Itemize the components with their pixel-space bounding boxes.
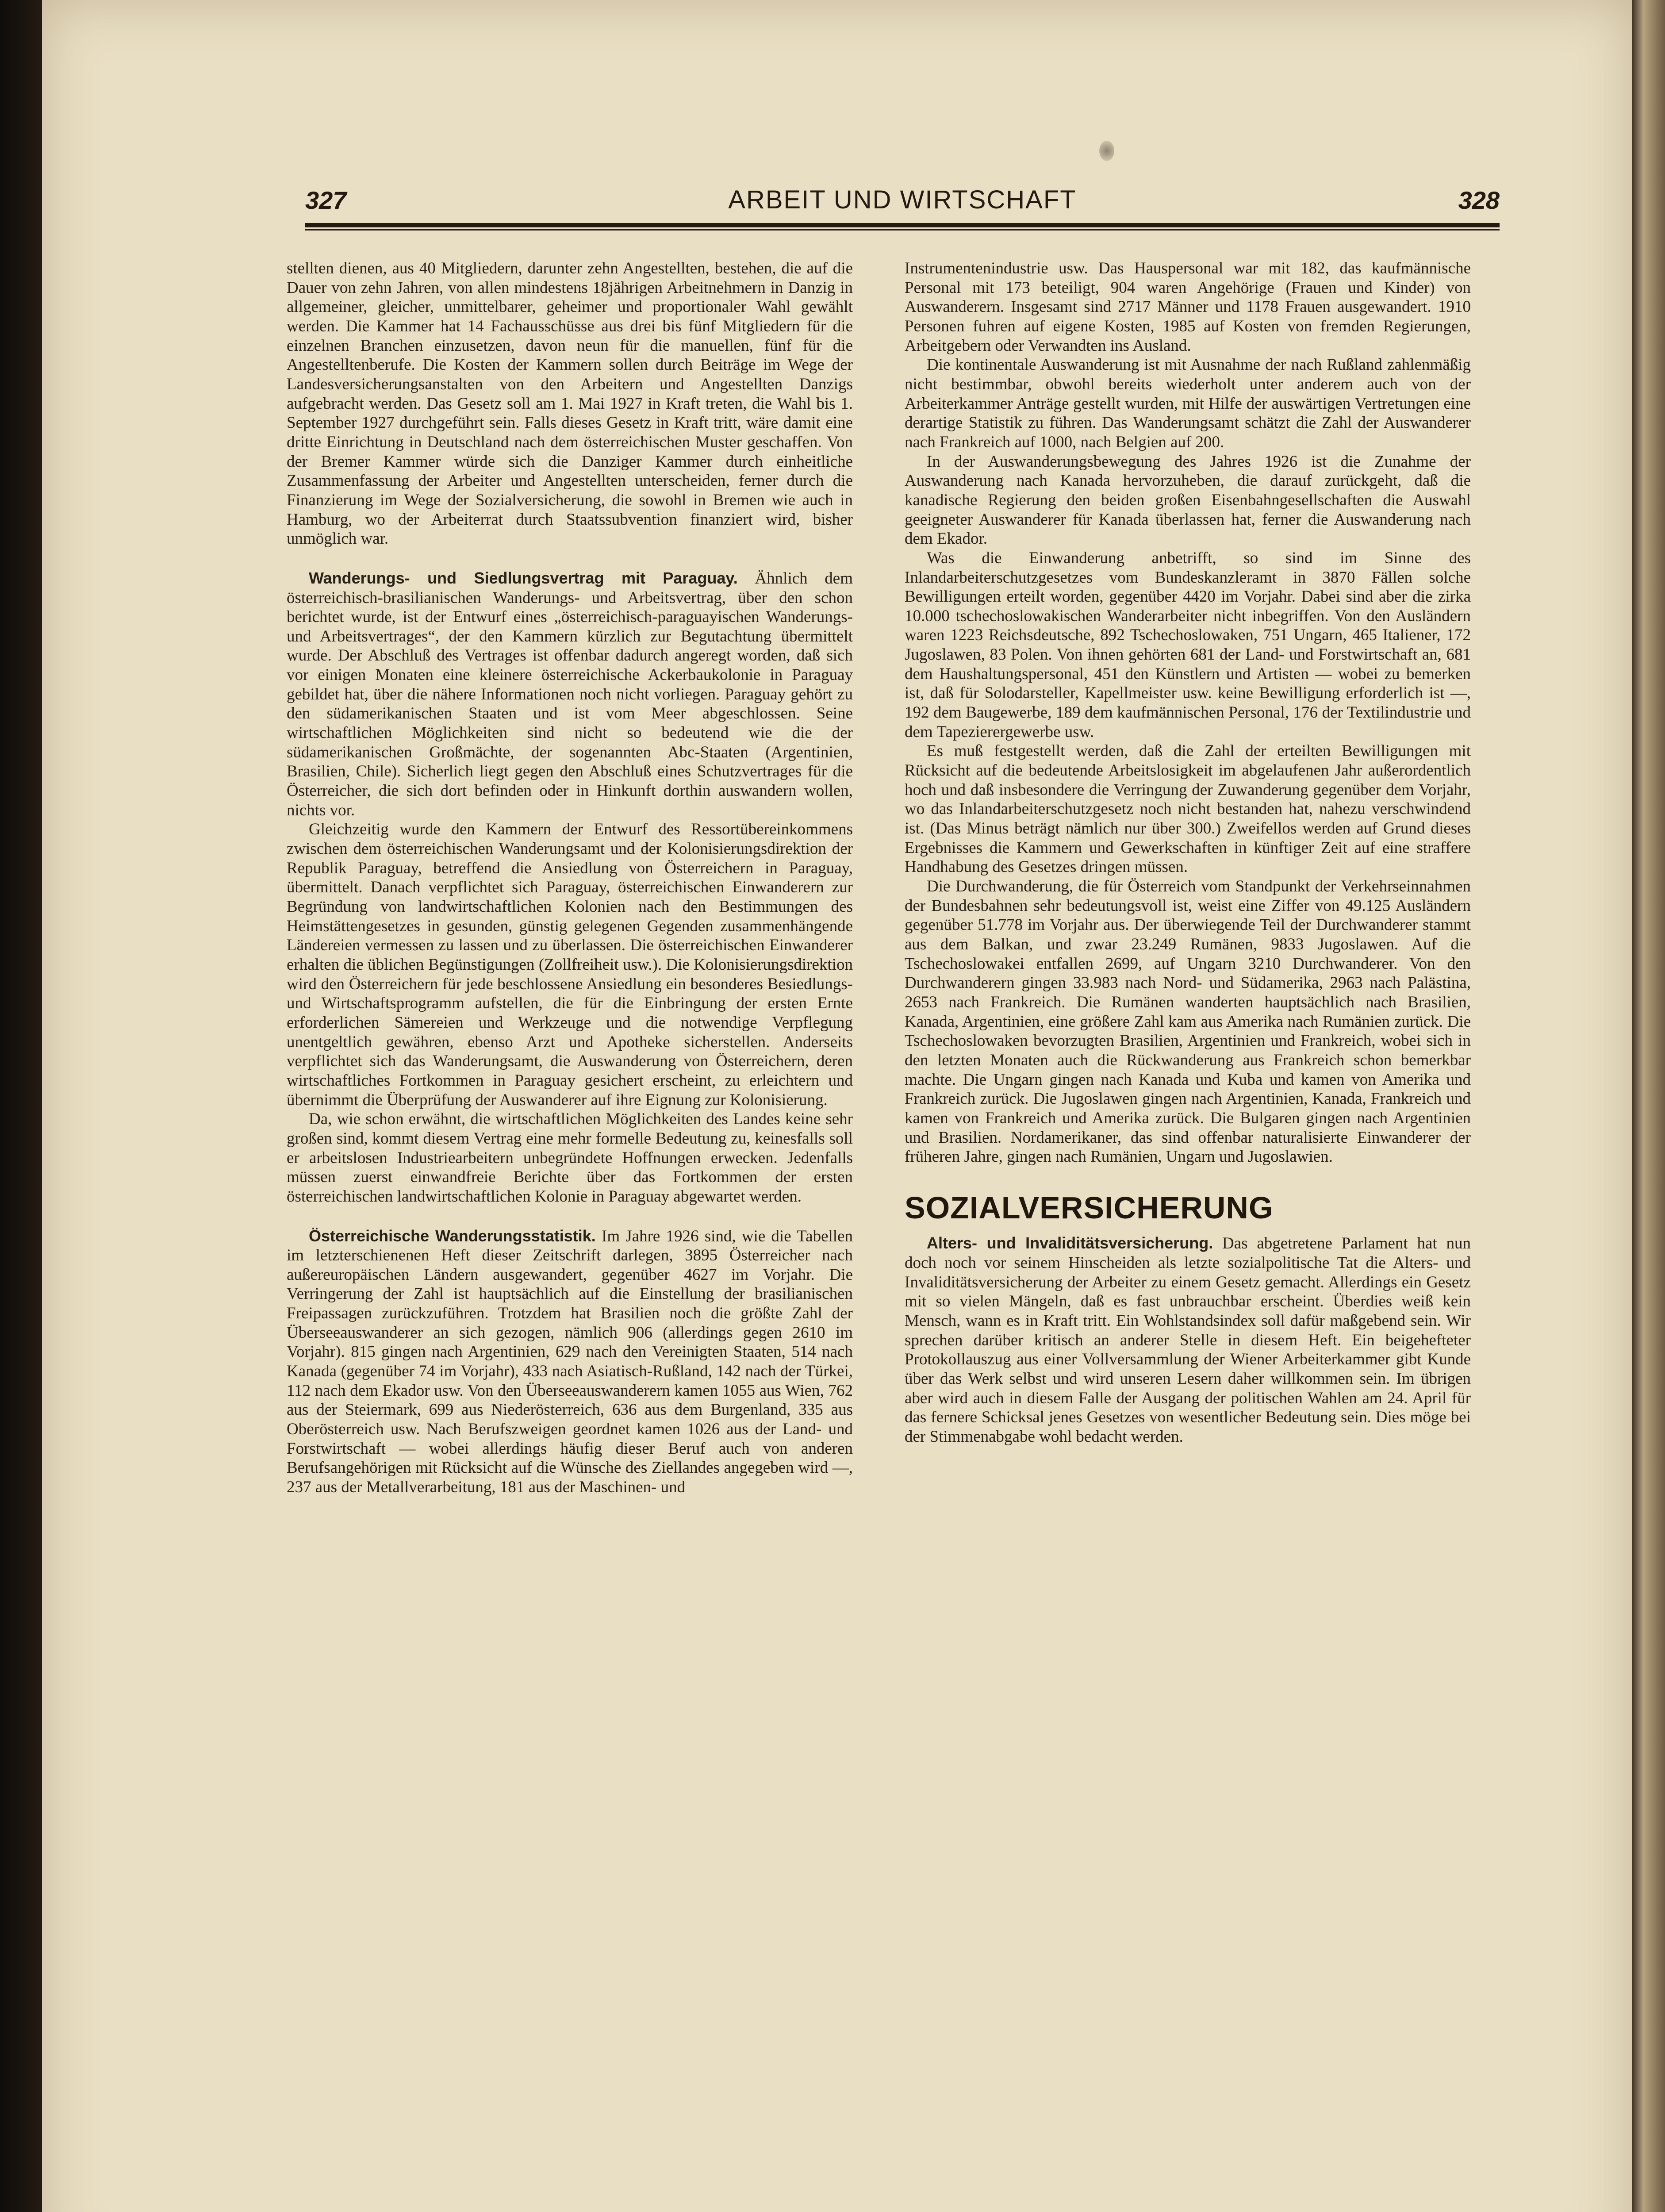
running-head	[305, 182, 1500, 231]
paragraph: Was die Einwanderung anbetrifft, so sind im Sinne des Inlandarbeiterschutzgesetzes vom Bundeskanzleramt in 3870 Fällen solche Bewilligungen erteilt worden, gegenüber 4420 im Vorjahr. Dabei sind aber die zirka 10.000 tschechoslowakischen Wanderarbeiter nicht inbegriffen. Von den Ausländern waren 1223 Reichsdeutsche, 892 Tschechoslowaken, 751 Ungarn, 465 Italiener, 172 Jugoslawen, 83 Polen. Von ihnen gehörten 681 der Land- und Forstwirtschaft an, 681 dem Haushaltungspersonal, 451 den Künstlern und Artisten — wobei zu bemerken ist, daß für Solodarsteller, Kapellmeister usw. keine Bewilligung erforderlich ist —, 192 dem Baugewerbe, 189 dem kaufmännischen Personal, 176 der Textilindustrie und dem Tapezierergewerbe usw.	[905, 549, 1471, 741]
paragraph-text: Das abgetretene Parlament hat nun doch noch vor seinem Hinscheiden als letzte sozialpolitische Tat die Alters- und Invaliditätsversicherung der Arbeiter zu einem Gesetz gemacht. Allerdings ein Gesetz mit so vielen Mängeln, daß es fast unbrauchbar erscheint. Überdies weiß kein Mensch, wann es in Kraft tritt. Ein Wohlstandsindex soll dafür maßgebend sein. Wir sprechen darüber kritisch an anderer Stelle in diesem Heft. Ein beigehefteter Protokollauszug aus einer Vollversammlung der Wiener Arbeiterkammer gibt Kunde über das Werk selbst und wird unseren Lesern daher willkommen sein. Im übrigen aber wird auch in diesem Falle der Ausgang der politischen Wahlen am 24. April für das fernere Schicksal jenes Gesetzes von wesentlicher Bedeutung sein. Dies möge bei der Stimmenabgabe wohl bedacht werden.	[905, 1234, 1471, 1446]
paragraph: In der Auswanderungsbewegung des Jahres 1926 ist die Zunahme der Auswanderung nach Kanada hervorzuheben, die darauf zurückgeht, daß die kanadische Regierung den beiden großen Eisenbahngesellschaften die Auswahl geeigneter Auswanderer für Kanada überlassen hat, ferner die Auswanderung nach dem Ekador.	[905, 452, 1471, 548]
left-column	[287, 259, 853, 1497]
journal-page	[42, 0, 1632, 2212]
paragraph: Da, wie schon erwähnt, die wirtschaftlichen Möglichkeiten des Landes keine sehr großen sind, kommt diesem Vertrag eine mehr formelle Bedeutung zu, keinesfalls soll er arbeitslosen Industriearbeitern unbegründete Hoffnungen erwecken. Jedenfalls müssen zuerst einwandfreie Berichte über das Fortkommen der ersten österreichischen landwirtschaftlichen Kolonie in Paraguay abgewartet werden.	[287, 1110, 853, 1206]
paragraph: Es muß festgestellt werden, daß die Zahl der erteilten Bewilligungen mit Rücksicht auf die bedeutende Arbeitslosigkeit im abgelaufenen Jahr außerordentlich hoch und daß insbesondere die Verringung der Zuwanderung gegenüber dem Vorjahr, wo das Inlandarbeiterschutzgesetz noch nicht bestanden hat, nahezu verschwindend ist. (Das Minus beträgt nämlich nur über 300.) Zweifellos werden auf Grund dieses Ergebnisses die Kammern und Gewerkschaften in künftiger Zeit auf eine straffere Handhabung des Gesetzes dringen müssen.	[905, 742, 1471, 876]
header-rule	[305, 223, 1500, 227]
page-number-left: 327	[305, 186, 347, 214]
paragraph-statistik	[287, 1227, 853, 1497]
run-in-heading: Alters- und Invaliditätsversicherung.	[927, 1234, 1213, 1252]
journal-title: ARBEIT UND WIRTSCHAFT	[728, 185, 1077, 214]
paragraph: Die kontinentale Auswanderung ist mit Ausnahme der nach Rußland zahlenmäßig nicht bestimmbar, obwohl bereits wiederholt unter anderem auch von der Arbeiterkammer Anträge gestellt wurden, mit Hilfe der auswärtigen Vertretungen eine derartige Statistik zu führen. Das Wanderungsamt schätzt die Zahl der Auswanderer nach Frankreich auf 1000, nach Belgien auf 200.	[905, 356, 1471, 451]
paragraph: stellten dienen, aus 40 Mitgliedern, darunter zehn Angestellten, bestehen, die auf die Dauer von zehn Jahren, von allen mindestens 18jährigen Arbeitnehmern in Danzig in allgemeiner, gleicher, unmittelbarer, geheimer und proportionaler Wahl gewählt werden. Die Kammer hat 14 Fachausschüsse aus drei bis fünf Mitgliedern für die einzelnen Branchen einzusetzen, davon neun für die manuellen, fünf für die Angestelltenberufe. Die Kosten der Kammern sollen durch Beiträge im Wege der Landesversicherungsanstalten von den Arbeitern und Angestellten Danzigs aufgebracht werden. Das Gesetz soll am 1. Mai 1927 in Kraft treten, die Wahl bis 1. September 1927 durchgeführt sein. Falls dieses Gesetz in Kraft tritt, wäre damit eine dritte Einrichtung in Deutschland nach dem österreichischen Muster geschaffen. Von der Bremer Kammer würde sich die Danziger Kammer durch einheitliche Zusammenfassung der Arbeiter und Angestellten unterscheiden, ferner durch die Finanzierung im Wege der Sozialversicherung, die sowohl in Bremen wie auch in Hamburg, wo der Arbeiterrat durch Staatssubvention finanziert wird, bisher unmöglich war.	[287, 259, 853, 548]
paragraph-text: Ähnlich dem österreichisch-brasilianischen Wanderungs- und Arbeitsvertrag, über den schon berichtet wurde, ist der Entwurf eines „österreichisch-paraguayischen Wanderungs- und Arbeitsvertrages“, der den Kammern kürzlich zur Begutachtung übermittelt wurde. Der Abschluß des Vertrages ist offenbar dadurch angeregt worden, daß sich vor einigen Monaten eine kleinere österreichische Ackerbaukolonie in Paraguay gebildet hat, über die nähere Informationen noch nicht vorliegen. Paraguay gehört zu den südamerikanischen Staaten und ist vom Meer abgeschlossen. Seine wirtschaftlichen Möglichkeiten sind nicht so bedeutend wie die der südamerikanischen Großmächte, der sogenannten Abc-Staaten (Argentinien, Brasilien, Chile). Sicherlich liegt gegen den Abschluß eines Schutzvertrages für die Österreicher, die sich dort befinden oder in Hinkunft dorthin auswandern wollen, nichts vor.	[287, 569, 853, 819]
right-column	[905, 259, 1471, 1447]
paragraph: Gleichzeitig wurde den Kammern der Entwurf des Ressortübereinkommens zwischen dem österreichischen Wanderungsamt und der Kolonisierungsdirektion der Republik Paraguay, betreffend die Ansiedlung von Österreichern in Paraguay, übermittelt. Danach verpflichtet sich Paraguay, österreichischen Einwanderern zur Begründung von landwirtschaftlichen Kolonien nach den Bestimmungen des Heimstättengesetzes in gesunden, günstig gelegenen Gegenden zusammenhängende Ländereien vermessen zu lassen und zu überlassen. Die österreichischen Einwanderer erhalten die üblichen Begünstigungen (Zollfreiheit usw.). Die Kolonisierungsdirektion wird den Österreichern für jede beschlossene Ansiedlung ein besonderes Besiedlungs- und Wirtschaftsprogramm aufstellen, die für die Einbringung der ersten Ernte erforderlichen Sämereien und Werkzeuge und die notwendige Verpflegung unentgeltlich gewähren, ebenso Arzt und Apotheke sicherstellen. Anderseits verpflichtet sich das Wanderungsamt, die Auswanderung von Österreichern, deren wirtschaftliches Fortkommen in Paraguay gesichert erscheint, zu erleichtern und übernimmt die Überprüfung der Auswanderer auf ihre Eignung zur Kolonisierung.	[287, 820, 853, 1109]
paragraph-text: Im Jahre 1926 sind, wie die Tabellen im letzterschienenen Heft dieser Zeitschrift darlegen, 3895 Österreicher nach außereuropäischen Ländern ausgewandert, gegenüber 4627 im Vorjahr. Die Verringerung der Zahl ist hauptsächlich auf die Einstellung der brasilianischen Freipassagen zurückzuführen. Trotzdem hat Brasilien noch die größte Zahl der Überseeauswanderer an sich gezogen, nämlich 906 (allerdings gegen 2610 im Vorjahr). 815 gingen nach Argentinien, 629 nach den Vereinigten Staaten, 514 nach Kanada (gegenüber 74 im Vorjahr), 433 nach Asiatisch-Rußland, 142 nach der Türkei, 112 nach dem Ekador usw. Von den Überseeauswanderern kamen 1055 aus Wien, 762 aus der Steiermark, 699 aus Niederösterreich, 636 aus dem Burgenland, 335 aus Oberösterreich usw. Nach Berufszweigen geordnet kamen 1026 aus der Land- und Forstwirtschaft — wobei allerdings häufig dieser Beruf auch von anderen Berufsangehörigen mit Rücksicht auf die Wünsche des Ziellandes angegeben wird —, 237 aus der Metallverarbeitung, 181 aus der Maschinen- und	[287, 1227, 853, 1497]
run-in-heading: Österreichische Wanderungsstatistik.	[309, 1226, 596, 1245]
paragraph: Instrumentenindustrie usw. Das Hauspersonal war mit 182, das kaufmännische Personal mit 173 beteiligt, 904 waren Angehörige (Frauen und Kinder) von Auswanderern. Insgesamt sind 2717 Männer und 1178 Frauen ausgewandert. 1910 Personen fuhren auf eigene Kosten, 1985 auf Kosten von fremden Regierungen, Arbeitgebern oder Verwandten ins Ausland.	[905, 259, 1471, 355]
paper-speck	[1099, 141, 1114, 161]
paragraph: Die Durchwanderung, die für Österreich vom Standpunkt der Verkehrseinnahmen der Bundesbahnen sehr bedeutungsvoll ist, weist eine Ziffer von 49.125 Ausländern gegenüber 51.778 im Vorjahr aus. Der überwiegende Teil der Durchwanderer stammt aus dem Balkan, und zwar 23.249 Rumänen, 9833 Jugoslawen. Auf die Tschechoslowakei entfallen 2699, auf Ungarn 3210 Durchwanderer. Von den Durchwanderern gingen 33.983 nach Nord- und Südamerika, 2963 nach Palästina, 2653 nach Frankreich. Die Rumänen wanderten hauptsächlich nach Brasilien, Kanada, Argentinien, eine größere Zahl kam aus Amerika nach Rumänien zurück. Die Tschechoslowaken bevorzugten Brasilien, Argentinien und Frankreich, wobei sich in den letzten Monaten auch die Rückwanderung aus Frankreich schon bemerkbar machte. Die Ungarn gingen nach Kanada und Kuba und kamen von Amerika und Frankreich zurück. Die Jugoslawen gingen nach Argentinien, Kanada, Frankreich und kamen von Frankreich und Amerika zurück. Die Bulgaren gingen nach Argentinien und Brasilien. Nordamerikaner, das sind offenbar naturalisierte Einwanderer der früheren Jahre, gingen nach Rumänien, Ungarn und Jugoslawien.	[905, 877, 1471, 1166]
scan-background-left	[0, 0, 42, 2212]
page-number-right: 328	[1458, 186, 1500, 214]
paragraph-paraguay	[287, 569, 853, 820]
next-page-edge	[1632, 0, 1665, 2212]
paragraph-altersversicherung	[905, 1234, 1471, 1446]
section-heading: SOZIALVERSICHERUNG	[905, 1190, 1274, 1225]
header-rule-thin	[305, 229, 1500, 230]
run-in-heading: Wanderungs- und Siedlungsvertrag mit Paraguay.	[309, 568, 738, 587]
